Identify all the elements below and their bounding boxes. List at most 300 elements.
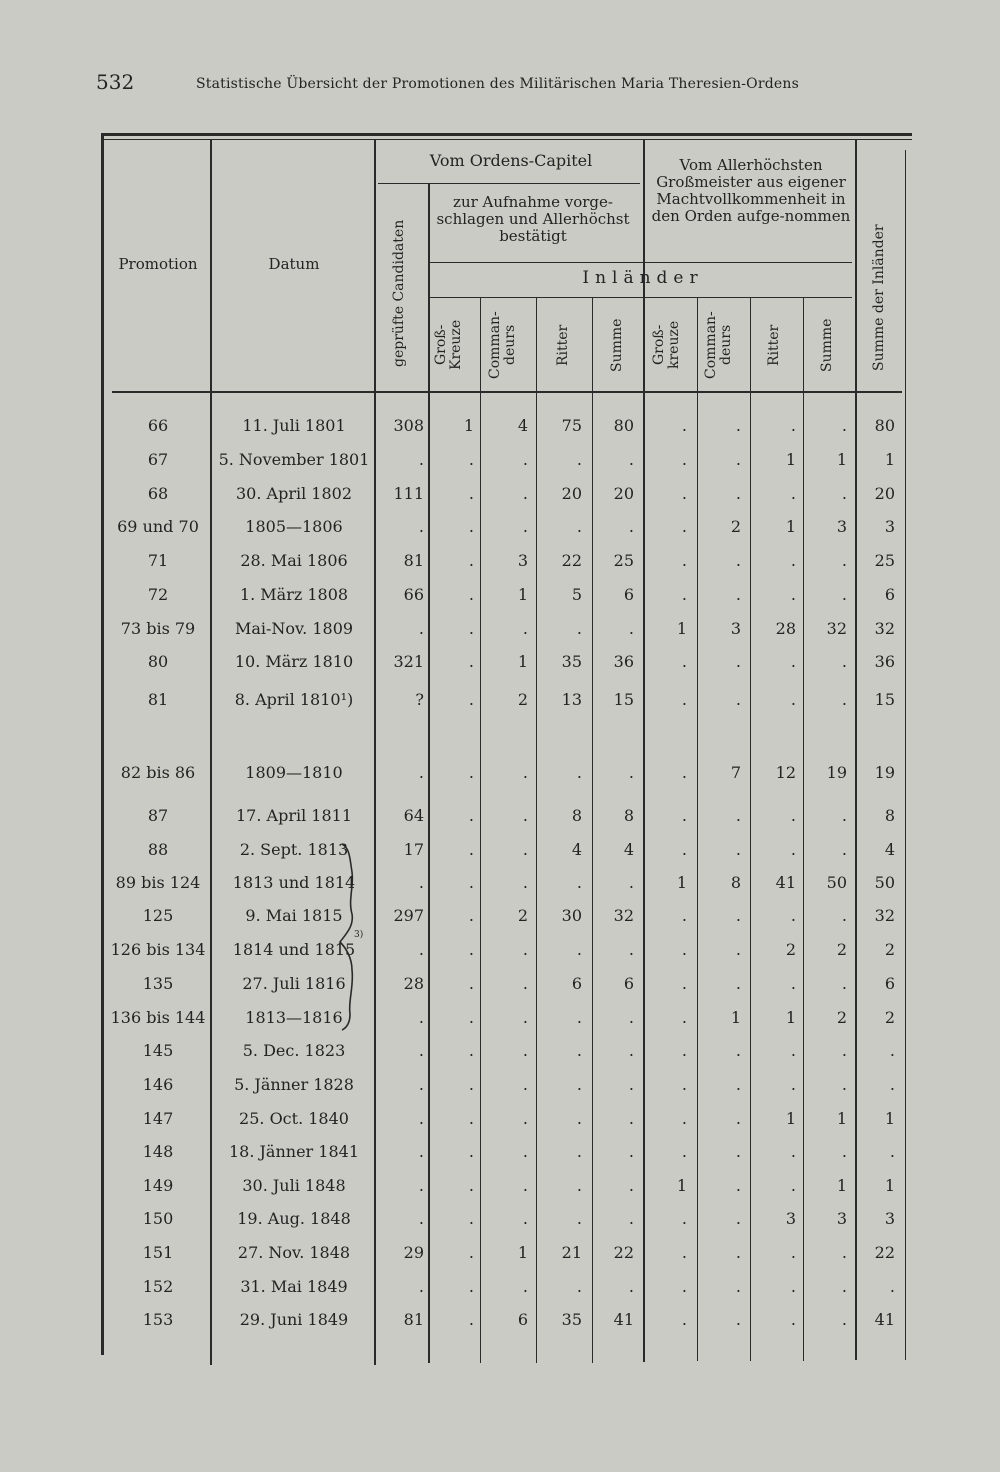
cell-summe-b: . <box>841 974 847 993</box>
cell-commandeurs-a: 4 <box>517 416 528 435</box>
cell-commandeurs-b: . <box>735 1041 741 1060</box>
cell-summe-inlaender: 1 <box>884 1176 895 1195</box>
cell-ritter-b: . <box>790 1041 796 1060</box>
table-row <box>0 1243 1000 1273</box>
cell-promotion: 149 <box>142 1176 174 1195</box>
cell-gross-kreuze-a: . <box>468 484 474 503</box>
header-gepruefte: geprüfte Candidaten <box>391 219 407 367</box>
cell-summe-inlaender: 2 <box>884 1008 895 1027</box>
cell-summe-inlaender: 3 <box>884 1209 895 1228</box>
cell-summe-b: . <box>841 551 847 570</box>
cell-promotion: 73 bis 79 <box>120 619 196 638</box>
cell-summe-a: 25 <box>613 551 634 570</box>
cell-commandeurs-a: . <box>522 840 528 859</box>
cell-summe-inlaender: 36 <box>874 652 895 671</box>
cell-ritter-a: . <box>576 763 582 782</box>
cell-ritter-a: . <box>576 517 582 536</box>
cell-gross-kreuze-a: . <box>468 1243 474 1262</box>
cell-summe-a: . <box>628 1277 634 1296</box>
cell-ritter-a: . <box>576 1008 582 1027</box>
table-row <box>0 974 1000 1004</box>
table-row <box>0 1075 1000 1105</box>
cell-summe-b: 19 <box>826 763 847 782</box>
header-ritter-a: Ritter <box>555 324 571 366</box>
cell-summe-inlaender: . <box>889 1277 895 1296</box>
table-row <box>0 1176 1000 1206</box>
cell-summe-b: . <box>841 1075 847 1094</box>
cell-commandeurs-a: . <box>522 1109 528 1128</box>
cell-commandeurs-a: 2 <box>517 690 528 709</box>
cell-gross-kreuze-a: . <box>468 450 474 469</box>
cell-datum: Mai-Nov. 1809 <box>234 619 354 638</box>
cell-gross-kreuze-a: . <box>468 1008 474 1027</box>
table-row <box>0 619 1000 649</box>
cell-summe-inlaender: 19 <box>874 763 895 782</box>
cell-datum: 5. November 1801 <box>218 450 370 469</box>
cell-summe-inlaender: 1 <box>884 450 895 469</box>
cell-summe-inlaender: 2 <box>884 940 895 959</box>
cell-promotion: 145 <box>142 1041 174 1060</box>
cell-summe-b: . <box>841 1243 847 1262</box>
cell-summe-inlaender: 80 <box>874 416 895 435</box>
cell-gepruefte: . <box>418 763 424 782</box>
cell-gepruefte: 321 <box>393 652 424 671</box>
cell-datum: 9. Mai 1815 <box>245 906 343 925</box>
cell-promotion: 69 und 70 <box>117 517 199 536</box>
cell-summe-b: . <box>841 840 847 859</box>
cell-summe-inlaender: . <box>889 1041 895 1060</box>
cell-datum: 10. März 1810 <box>234 652 354 671</box>
cell-commandeurs-a: . <box>522 1041 528 1060</box>
cell-summe-inlaender: 4 <box>884 840 895 859</box>
cell-gross-kreuze-b: . <box>681 940 687 959</box>
cell-summe-b: . <box>841 416 847 435</box>
cell-commandeurs-a: . <box>522 619 528 638</box>
cell-promotion: 126 bis 134 <box>110 940 206 959</box>
cell-summe-b: 1 <box>836 1176 847 1195</box>
cell-commandeurs-a: . <box>522 763 528 782</box>
cell-gross-kreuze-b: 1 <box>676 619 687 638</box>
cell-commandeurs-b: . <box>735 551 741 570</box>
cell-commandeurs-b: . <box>735 1209 741 1228</box>
table-row <box>0 585 1000 615</box>
cell-commandeurs-b: . <box>735 652 741 671</box>
cell-commandeurs-b: . <box>735 974 741 993</box>
cell-gross-kreuze-a: . <box>468 619 474 638</box>
table-row <box>0 1209 1000 1239</box>
cell-commandeurs-a: . <box>522 484 528 503</box>
cell-summe-inlaender: 6 <box>884 974 895 993</box>
table-row <box>0 940 1000 970</box>
cell-summe-b: 32 <box>826 619 847 638</box>
cell-ritter-a: 21 <box>561 1243 582 1262</box>
cell-datum: 1809—1810 <box>245 763 343 782</box>
cell-commandeurs-b: . <box>735 1243 741 1262</box>
header-allerhoechsten: Vom Allerhöchsten Großmeister aus eigener Machtvollkommenheit in den Orden aufge-nommen <box>651 156 851 225</box>
cell-gross-kreuze-b: . <box>681 690 687 709</box>
cell-datum: 27. Juli 1816 <box>242 974 346 993</box>
header-ordens-capitel: Vom Ordens-Capitel <box>429 151 593 170</box>
cell-gross-kreuze-b: . <box>681 1209 687 1228</box>
cell-commandeurs-b: . <box>735 484 741 503</box>
cell-ritter-a: 4 <box>571 840 582 859</box>
cell-ritter-b: . <box>790 484 796 503</box>
table-top-rule-2 <box>102 139 912 140</box>
cell-summe-inlaender: 1 <box>884 1109 895 1128</box>
cell-gross-kreuze-b: . <box>681 416 687 435</box>
header-summe-inlaender: Summe der Inländer <box>871 224 887 372</box>
header-commandeurs-a: Comman-deurs <box>487 311 518 379</box>
cell-datum: 1805—1806 <box>245 517 343 536</box>
cell-promotion: 125 <box>142 906 174 925</box>
table-row <box>0 551 1000 581</box>
cell-summe-inlaender: 22 <box>874 1243 895 1262</box>
cell-commandeurs-a: 3 <box>517 551 528 570</box>
capitel-rule <box>378 183 640 184</box>
cell-commandeurs-b: 2 <box>730 517 741 536</box>
cell-gross-kreuze-a: . <box>468 1075 474 1094</box>
cell-commandeurs-b: . <box>735 1176 741 1195</box>
table-row <box>0 690 1000 720</box>
cell-commandeurs-a: . <box>522 1176 528 1195</box>
header-commandeurs-b: Comman-deurs <box>703 311 734 379</box>
cell-ritter-b: . <box>790 551 796 570</box>
cell-summe-b: 3 <box>836 1209 847 1228</box>
cell-summe-a: . <box>628 763 634 782</box>
cell-gross-kreuze-a: . <box>468 974 474 993</box>
cell-ritter-a: . <box>576 1075 582 1094</box>
cell-gepruefte: . <box>418 1277 424 1296</box>
cell-gepruefte: . <box>418 940 424 959</box>
cell-commandeurs-a: . <box>522 873 528 892</box>
cell-ritter-a: . <box>576 1277 582 1296</box>
cell-summe-a: . <box>628 1142 634 1161</box>
cell-summe-a: . <box>628 1176 634 1195</box>
table-row <box>0 840 1000 870</box>
cell-ritter-a: 6 <box>571 974 582 993</box>
cell-ritter-b: . <box>790 906 796 925</box>
table-row <box>0 1008 1000 1038</box>
cell-datum: 2. Sept. 1813 <box>239 840 349 859</box>
cell-summe-inlaender: 20 <box>874 484 895 503</box>
cell-promotion: 66 <box>147 416 169 435</box>
cell-promotion: 67 <box>147 450 169 469</box>
cell-commandeurs-a: . <box>522 1277 528 1296</box>
cell-datum: 1814 und 1815 <box>232 940 356 959</box>
cell-gepruefte: 29 <box>403 1243 424 1262</box>
cell-ritter-a: 5 <box>571 585 582 604</box>
header-gross-kreuze-a: Groß-Kreuze <box>433 319 464 371</box>
header-summe-b: Summe <box>819 318 835 372</box>
cell-gepruefte: 81 <box>403 551 424 570</box>
cell-commandeurs-a: 2 <box>517 906 528 925</box>
cell-ritter-b: 3 <box>785 1209 796 1228</box>
cell-summe-a: 6 <box>623 585 634 604</box>
cell-gross-kreuze-a: . <box>468 1142 474 1161</box>
cell-datum: 5. Jänner 1828 <box>234 1075 354 1094</box>
cell-ritter-b: . <box>790 585 796 604</box>
header-promotion: Promotion <box>118 255 198 273</box>
cell-ritter-a: 8 <box>571 806 582 825</box>
cell-summe-b: 3 <box>836 517 847 536</box>
cell-ritter-b: 1 <box>785 1109 796 1128</box>
table-row <box>0 906 1000 936</box>
cell-commandeurs-b: . <box>735 450 741 469</box>
cell-summe-a: 32 <box>613 906 634 925</box>
cell-gross-kreuze-b: . <box>681 906 687 925</box>
cell-ritter-a: . <box>576 1209 582 1228</box>
cell-datum: 5. Dec. 1823 <box>242 1041 346 1060</box>
cell-gepruefte: 17 <box>403 840 424 859</box>
cell-gross-kreuze-b: . <box>681 763 687 782</box>
cell-gross-kreuze-b: . <box>681 517 687 536</box>
cell-summe-a: . <box>628 517 634 536</box>
cell-gross-kreuze-b: . <box>681 1243 687 1262</box>
cell-ritter-b: . <box>790 806 796 825</box>
cell-promotion: 136 bis 144 <box>110 1008 206 1027</box>
cell-commandeurs-a: . <box>522 1075 528 1094</box>
cell-promotion: 153 <box>142 1310 174 1329</box>
cell-ritter-a: . <box>576 450 582 469</box>
cell-gross-kreuze-b: . <box>681 1277 687 1296</box>
cell-commandeurs-b: . <box>735 1109 741 1128</box>
cell-gross-kreuze-a: . <box>468 906 474 925</box>
cell-gross-kreuze-a: . <box>468 763 474 782</box>
table-row <box>0 873 1000 903</box>
cell-summe-b: . <box>841 806 847 825</box>
cell-gross-kreuze-a: . <box>468 840 474 859</box>
cell-gepruefte: 81 <box>403 1310 424 1329</box>
cell-ritter-b: 1 <box>785 517 796 536</box>
table-row <box>0 1310 1000 1340</box>
cell-gross-kreuze-a: . <box>468 1310 474 1329</box>
cell-commandeurs-a: 1 <box>517 652 528 671</box>
cell-promotion: 88 <box>147 840 169 859</box>
cell-ritter-a: 22 <box>561 551 582 570</box>
cell-datum: 30. Juli 1848 <box>242 1176 346 1195</box>
cell-promotion: 152 <box>142 1277 174 1296</box>
cell-summe-a: . <box>628 873 634 892</box>
cell-summe-a: . <box>628 1008 634 1027</box>
cell-commandeurs-a: . <box>522 1209 528 1228</box>
cell-ritter-b: . <box>790 1310 796 1329</box>
cell-summe-b: . <box>841 1277 847 1296</box>
cell-datum: 1. März 1808 <box>239 585 349 604</box>
cell-ritter-b: 1 <box>785 450 796 469</box>
cell-gepruefte: 28 <box>403 974 424 993</box>
table-row <box>0 763 1000 793</box>
cell-datum: 19. Aug. 1848 <box>237 1209 351 1228</box>
cell-gepruefte: 308 <box>393 416 424 435</box>
cell-ritter-b: . <box>790 652 796 671</box>
cell-summe-a: 6 <box>623 974 634 993</box>
cell-gross-kreuze-a: . <box>468 1041 474 1060</box>
cell-gross-kreuze-b: . <box>681 1310 687 1329</box>
cell-ritter-b: . <box>790 1142 796 1161</box>
cell-summe-b: . <box>841 906 847 925</box>
cell-gross-kreuze-a: . <box>468 652 474 671</box>
cell-gross-kreuze-a: . <box>468 1176 474 1195</box>
cell-commandeurs-b: . <box>735 1142 741 1161</box>
cell-gross-kreuze-b: 1 <box>676 873 687 892</box>
cell-commandeurs-a: . <box>522 517 528 536</box>
table-top-rule <box>102 133 912 136</box>
table-row <box>0 806 1000 836</box>
header-datum: Datum <box>268 255 320 273</box>
cell-gepruefte: ? <box>415 690 424 709</box>
cell-promotion: 72 <box>147 585 169 604</box>
cell-promotion: 80 <box>147 652 169 671</box>
cell-gross-kreuze-a: 1 <box>463 416 474 435</box>
cell-datum: 1813—1816 <box>245 1008 343 1027</box>
table-row <box>0 652 1000 682</box>
cell-gross-kreuze-a: . <box>468 517 474 536</box>
cell-summe-a: 4 <box>623 840 634 859</box>
cell-commandeurs-b: . <box>735 690 741 709</box>
cell-commandeurs-b: . <box>735 585 741 604</box>
cell-summe-b: 2 <box>836 1008 847 1027</box>
cell-datum: 30. April 1802 <box>235 484 352 503</box>
cell-promotion: 135 <box>142 974 174 993</box>
cell-ritter-b: . <box>790 1176 796 1195</box>
cell-summe-a: . <box>628 450 634 469</box>
cell-gross-kreuze-a: . <box>468 1209 474 1228</box>
cell-promotion: 148 <box>142 1142 174 1161</box>
cell-promotion: 89 bis 124 <box>115 873 201 892</box>
cell-gross-kreuze-b: . <box>681 974 687 993</box>
cell-ritter-b: 41 <box>775 873 796 892</box>
cell-summe-inlaender: . <box>889 1142 895 1161</box>
header-bottom-rule <box>112 391 902 393</box>
cell-gepruefte: 66 <box>403 585 424 604</box>
cell-summe-inlaender: 6 <box>884 585 895 604</box>
cell-gepruefte: . <box>418 1109 424 1128</box>
inlander-bottom-rule <box>430 297 852 298</box>
cell-commandeurs-a: . <box>522 974 528 993</box>
cell-gross-kreuze-a: . <box>468 873 474 892</box>
cell-summe-a: 15 <box>613 690 634 709</box>
cell-ritter-b: . <box>790 840 796 859</box>
page-number: 532 <box>96 70 135 94</box>
cell-commandeurs-b: . <box>735 1075 741 1094</box>
cell-gross-kreuze-b: . <box>681 484 687 503</box>
cell-gross-kreuze-b: 1 <box>676 1176 687 1195</box>
cell-summe-a: 80 <box>613 416 634 435</box>
cell-gross-kreuze-b: . <box>681 585 687 604</box>
cell-gross-kreuze-b: . <box>681 652 687 671</box>
cell-summe-b: 50 <box>826 873 847 892</box>
cell-gross-kreuze-a: . <box>468 585 474 604</box>
cell-ritter-b: 1 <box>785 1008 796 1027</box>
cell-summe-a: . <box>628 1109 634 1128</box>
cell-summe-b: . <box>841 1142 847 1161</box>
cell-commandeurs-b: . <box>735 806 741 825</box>
cell-summe-b: 1 <box>836 450 847 469</box>
cell-summe-b: 1 <box>836 1109 847 1128</box>
cell-datum: 25. Oct. 1840 <box>239 1109 349 1128</box>
cell-summe-b: . <box>841 484 847 503</box>
cell-ritter-a: . <box>576 1041 582 1060</box>
cell-ritter-b: 12 <box>775 763 796 782</box>
cell-promotion: 81 <box>147 690 169 709</box>
cell-summe-a: . <box>628 1209 634 1228</box>
cell-commandeurs-b: . <box>735 906 741 925</box>
cell-ritter-a: . <box>576 1109 582 1128</box>
cell-gross-kreuze-b: . <box>681 1075 687 1094</box>
cell-summe-a: 41 <box>613 1310 634 1329</box>
cell-datum: 17. April 1811 <box>235 806 352 825</box>
cell-summe-b: . <box>841 1310 847 1329</box>
cell-gepruefte: . <box>418 873 424 892</box>
cell-commandeurs-b: . <box>735 840 741 859</box>
cell-summe-a: . <box>628 619 634 638</box>
cell-ritter-a: . <box>576 1142 582 1161</box>
cell-summe-a: 8 <box>623 806 634 825</box>
cell-summe-inlaender: 50 <box>874 873 895 892</box>
cell-summe-a: 36 <box>613 652 634 671</box>
cell-promotion: 87 <box>147 806 169 825</box>
table-row <box>0 1041 1000 1071</box>
cell-ritter-a: 20 <box>561 484 582 503</box>
cell-datum: 11. Juli 1801 <box>242 416 346 435</box>
cell-gross-kreuze-a: . <box>468 940 474 959</box>
cell-gepruefte: 297 <box>393 906 424 925</box>
cell-ritter-a: 75 <box>561 416 582 435</box>
cell-datum: 8. April 1810¹) <box>234 690 354 709</box>
cell-commandeurs-a: . <box>522 450 528 469</box>
cell-ritter-b: . <box>790 690 796 709</box>
cell-datum: 29. Juni 1849 <box>239 1310 349 1329</box>
cell-ritter-b: . <box>790 1277 796 1296</box>
cell-datum: 18. Jänner 1841 <box>228 1142 359 1161</box>
cell-summe-a: . <box>628 1041 634 1060</box>
header-zur-aufnahme: zur Aufnahme vorge-schlagen und Allerhöchst bestätigt <box>436 193 630 245</box>
cell-gepruefte: . <box>418 450 424 469</box>
cell-promotion: 146 <box>142 1075 174 1094</box>
cell-ritter-b: 28 <box>775 619 796 638</box>
cell-gross-kreuze-a: . <box>468 1277 474 1296</box>
cell-commandeurs-b: 7 <box>730 763 741 782</box>
cell-summe-inlaender: 8 <box>884 806 895 825</box>
cell-ritter-a: . <box>576 1176 582 1195</box>
table-row <box>0 1142 1000 1172</box>
cell-gross-kreuze-b: . <box>681 840 687 859</box>
cell-summe-inlaender: 41 <box>874 1310 895 1329</box>
cell-summe-inlaender: 32 <box>874 906 895 925</box>
cell-ritter-a: . <box>576 619 582 638</box>
cell-promotion: 82 bis 86 <box>120 763 196 782</box>
table-row <box>0 416 1000 446</box>
table-row <box>0 484 1000 514</box>
cell-ritter-b: . <box>790 416 796 435</box>
cell-datum: 28. Mai 1806 <box>240 551 348 570</box>
cell-gross-kreuze-b: . <box>681 450 687 469</box>
cell-promotion: 71 <box>147 551 169 570</box>
cell-promotion: 150 <box>142 1209 174 1228</box>
cell-ritter-a: 30 <box>561 906 582 925</box>
cell-gepruefte: . <box>418 517 424 536</box>
cell-ritter-a: 35 <box>561 652 582 671</box>
cell-commandeurs-a: . <box>522 940 528 959</box>
cell-summe-b: . <box>841 690 847 709</box>
cell-commandeurs-a: 1 <box>517 1243 528 1262</box>
cell-commandeurs-b: 8 <box>730 873 741 892</box>
table-row <box>0 517 1000 547</box>
cell-gross-kreuze-a: . <box>468 551 474 570</box>
cell-gepruefte: 111 <box>393 484 424 503</box>
cell-summe-b: . <box>841 652 847 671</box>
inlander-top-rule <box>430 262 852 263</box>
